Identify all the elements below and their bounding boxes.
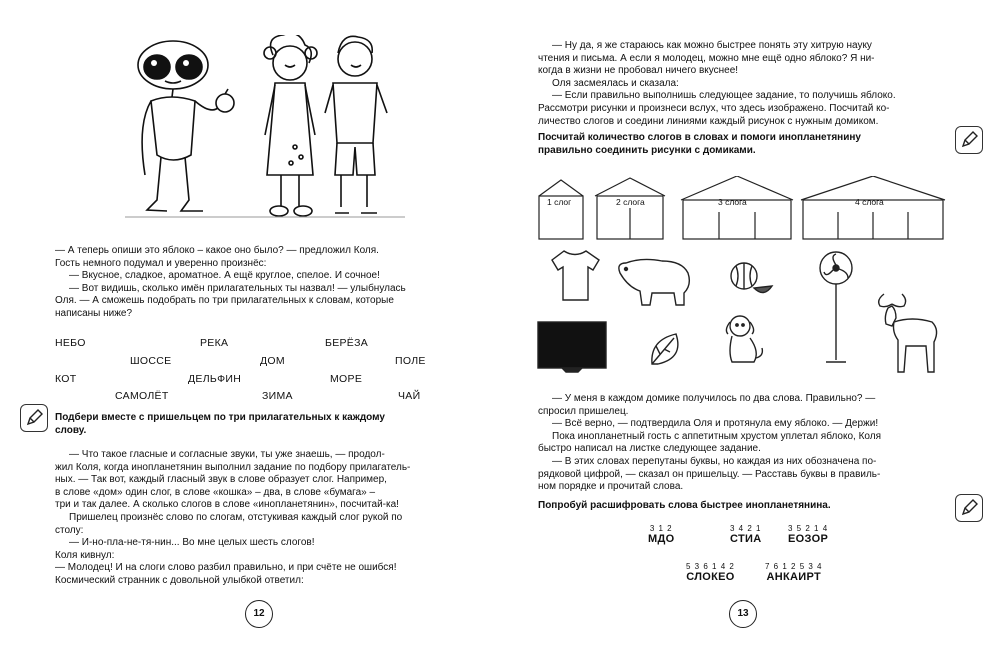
text-line: Пока инопланетный гость с аппетитным хрустом уплетал яблоко, Коля xyxy=(552,430,882,442)
text-line: жил Коля, когда инопланетянин выполнил задание по подбору прилагатель- xyxy=(55,461,411,473)
characters-illustration xyxy=(115,35,415,230)
scramble-word: ЕОЗОР xyxy=(788,533,829,545)
scramble-word: СЛОКЕО xyxy=(686,571,735,583)
house-1 xyxy=(539,180,583,239)
scramble-3 xyxy=(788,524,828,545)
task-decode: Попробуй расшифровать слова быстрее инопланетянина. xyxy=(538,500,831,511)
text-line: — Молодец! И на слоги слово разбил правильно, и при счёте не ошибся! xyxy=(55,562,397,574)
text-line: — Всё верно, — подтвердила Оля и протянула ему яблоко. — Держи! xyxy=(552,418,879,430)
text-line: Оля засмеялась и сказала: xyxy=(552,77,679,89)
text-line: Пришелец произнёс слово по слогам, отстукивая каждый слог рукой по xyxy=(69,511,403,523)
text-line: Космический странник с довольной улыбкой ответил: xyxy=(55,574,304,586)
text-line: спросил пришелец. xyxy=(538,405,629,417)
word-nebo: НЕБО xyxy=(55,337,86,349)
word-reka: РЕКА xyxy=(200,337,229,349)
house-3-label: 3 слога xyxy=(718,197,747,207)
task-line: Посчитай количество слогов в словах и помоги инопланетянину xyxy=(538,132,861,143)
house-3 xyxy=(681,176,793,239)
text-line: личество слогов и соедини линиями каждый рисунок с нужным домиком. xyxy=(538,115,879,127)
intro-paragraph xyxy=(538,40,938,128)
page-number: 13 xyxy=(729,600,757,628)
text-line: чтения и письма. А если я молодец, можно мне ещё одно яблоко? Я ни- xyxy=(538,52,875,64)
task-syllables xyxy=(538,132,938,157)
scramble-word: АНКАИРТ xyxy=(766,571,821,583)
pencil-icon xyxy=(955,126,983,154)
moose-icon xyxy=(862,290,944,376)
scramble-5 xyxy=(765,562,822,583)
text-line: когда в жизни не пробовал ничего вкуснее! xyxy=(538,65,739,77)
task-line: Подбери вместе с пришельцем по три прилагательных к каждому xyxy=(55,412,385,423)
text-line: быстро написал на листке следующее задание. xyxy=(538,443,761,455)
scramble-1 xyxy=(648,524,674,545)
text-line: — И-но-пла-не-тя-нин... Во мне целых шесть слогов! xyxy=(69,537,315,549)
puppy-icon xyxy=(720,312,766,368)
dialog2-paragraph xyxy=(538,393,938,494)
word-more: МОРЕ xyxy=(330,373,363,385)
text-line: Оля. — А сможешь подобрать по три прилагательных к словам, которые xyxy=(55,295,394,307)
scramble-digits: 5 3 6 1 4 2 xyxy=(686,562,735,571)
text-line: Рассмотри рисунки и произнеси вслух, что здесь изображено. Посчитай ко- xyxy=(538,102,890,114)
text-line: столу: xyxy=(55,524,84,536)
page-number: 12 xyxy=(245,600,273,628)
pencil-icon xyxy=(20,404,48,432)
leaf-icon xyxy=(646,328,688,370)
word-kot: КОТ xyxy=(55,373,77,385)
text-line: — А теперь опиши это яблоко – какое оно было? — предложил Коля. xyxy=(55,245,379,256)
task-line: правильно соединить рисунки с домиками. xyxy=(538,144,756,156)
scramble-2 xyxy=(730,524,761,545)
text-line: ном порядке и прочитай слова. xyxy=(538,481,684,493)
scramble-digits: 3 4 2 1 xyxy=(730,524,762,533)
t-shirt-icon xyxy=(548,248,602,304)
text-line: — Если правильно выполнишь следующее задание, то получишь яблоко. xyxy=(552,90,896,102)
text-line: — У меня в каждом домике получилось по два слова. Правильно? — xyxy=(552,393,876,404)
watermelon-icon xyxy=(728,258,774,300)
text-line: — Ну да, я же стараюсь как можно быстрее понять эту хитрую науку xyxy=(552,40,872,51)
story-paragraph xyxy=(55,449,460,588)
word-dom: ДОМ xyxy=(260,355,285,367)
scramble-word: СТИА xyxy=(730,533,762,545)
tv-icon xyxy=(536,320,608,374)
house-2 xyxy=(595,178,665,239)
house-4 xyxy=(801,176,945,239)
text-line: Коля кивнул: xyxy=(55,549,115,561)
syllable-houses xyxy=(535,176,950,246)
word-shosse: ШОССЕ xyxy=(130,355,172,367)
task-line: слову. xyxy=(55,424,87,436)
text-line: три и так далее. А сколько слогов в слове «инопланетянин», посчитай-ка! xyxy=(55,499,399,511)
word-zima: ЗИМА xyxy=(262,390,293,402)
text-line: Гость немного подумал и уверенно произнёс: xyxy=(55,257,267,269)
scramble-digits: 3 1 2 xyxy=(649,524,673,533)
text-line: написаны ниже? xyxy=(55,307,133,319)
house-4-label: 4 слога xyxy=(855,197,884,207)
task-adjectives xyxy=(55,412,455,437)
text-line: — В этих словах перепутаны буквы, но каждая из них обозначена по- xyxy=(552,455,877,467)
text-line: в слове «дом» один слог, в слове «кошка» – два, в слове «бумага» – xyxy=(55,486,376,498)
word-chai: ЧАЙ xyxy=(398,390,421,402)
word-beryoza: БЕРЁЗА xyxy=(325,337,369,349)
word-delfin: ДЕЛЬФИН xyxy=(188,373,242,385)
word-pole: ПОЛЕ xyxy=(395,355,426,367)
scramble-digits: 3 5 2 1 4 xyxy=(788,524,829,533)
house-2-label: 2 слога xyxy=(616,197,645,207)
house-1-label: 1 слог xyxy=(547,197,572,207)
pencil-icon xyxy=(955,494,983,522)
alien-figure xyxy=(138,41,234,211)
scramble-4 xyxy=(686,562,735,583)
text-line: — Что такое гласные и согласные звуки, ты уже знаешь, — продол- xyxy=(69,449,385,460)
scramble-word: МДО xyxy=(648,533,675,545)
scramble-digits: 7 6 1 2 5 3 4 xyxy=(765,562,823,571)
word-samolyot: САМОЛЁТ xyxy=(115,390,169,402)
text-line: рядковой цифрой, — сказал он пришельцу. — Расставь буквы в правиль- xyxy=(538,468,881,480)
girl-figure xyxy=(264,35,317,216)
boy-figure xyxy=(325,36,387,213)
text-line: — Вкусное, сладкое, ароматное. А ещё круглое, спелое. И сочное! xyxy=(69,270,380,282)
text-line: — Вот видишь, сколько имён прилагательных ты назвал! — улыбнулась xyxy=(69,282,406,294)
fan-icon xyxy=(818,250,854,370)
text-line: ных. — Так вот, каждый гласный звук в слове образует слог. Например, xyxy=(55,474,387,486)
dialog-paragraph xyxy=(55,245,455,321)
bear-icon xyxy=(612,253,696,309)
